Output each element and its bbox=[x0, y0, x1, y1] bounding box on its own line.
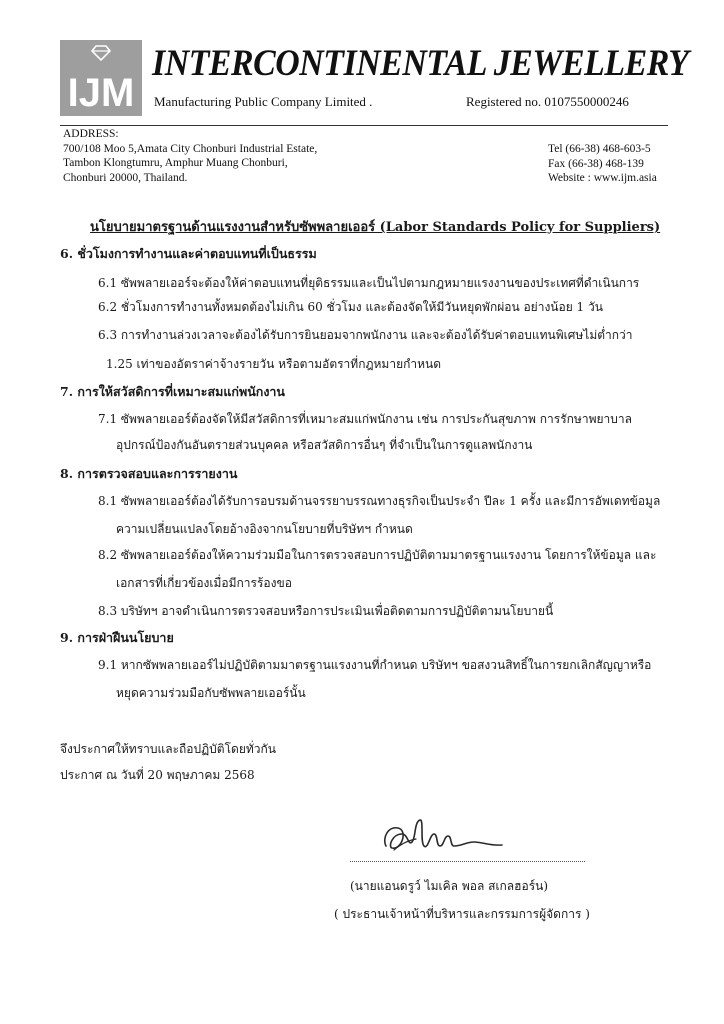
clause-8-1: 8.1 ซัพพลายเออร์ต้องได้รับการอบรมด้านจรรยาบรรณทางธุรกิจเป็นประจำ ปีละ 1 ครั้ง และมีการอัพเดทข้อมูล bbox=[98, 494, 661, 508]
clause-8-3: 8.3 บริษัทฯ อาจดำเนินการตรวจสอบหรือการประเมินเพื่อติดตามการปฏิบัติตามนโยบายนี้ bbox=[98, 604, 554, 618]
logo-text: IJM bbox=[67, 71, 135, 115]
address-line: Chonburi 20000, Thailand. bbox=[63, 171, 188, 184]
company-name: INTERCONTINENTAL JEWELLERY bbox=[152, 43, 689, 84]
clause-9-1: 9.1 หากซัพพลายเออร์ไม่ปฏิบัติตามมาตรฐานแรงงานที่กำหนด บริษัทฯ ขอสงวนสิทธิ์ในการยกเลิกสัญญาหรือ bbox=[98, 658, 652, 672]
announcement-date: ประกาศ ณ วันที่ 20 พฤษภาคม 2568 bbox=[60, 768, 255, 782]
signatory-name: (นายแอนดรูว์ ไมเคิล พอล สเกลฮอร์น) bbox=[350, 879, 549, 893]
header-divider bbox=[60, 125, 668, 126]
clause-8-1-cont: ความเปลี่ยนแปลงโดยอ้างอิงจากนโยบายที่บริษัทฯ กำหนด bbox=[116, 522, 413, 536]
clause-6-2: 6.2 ชั่วโมงการทำงานทั้งหมดต้องไม่เกิน 60 ชั่วโมง และต้องจัดให้มีวันหยุดพักผ่อน อย่างน้อย 1 วัน bbox=[98, 300, 603, 314]
address-line: 700/108 Moo 5,Amata City Chonburi Industrial Estate, bbox=[63, 142, 318, 155]
registration-number: Registered no. 0107550000246 bbox=[466, 94, 629, 109]
signature-line bbox=[350, 861, 585, 862]
contact-phone: Tel (66-38) 468-603-5 bbox=[548, 143, 651, 155]
clause-9-1-cont: หยุดความร่วมมือกับซัพพลายเออร์นั้น bbox=[116, 686, 306, 700]
clause-6-3-cont: 1.25 เท่าของอัตราค่าจ้างรายวัน หรือตามอัตราที่กฎหมายกำหนด bbox=[106, 357, 442, 371]
address-line: ADDRESS: bbox=[63, 128, 119, 140]
clause-7-1-cont: อุปกรณ์ป้องกันอันตรายส่วนบุคคล หรือสวัสดิการอื่นๆ ที่จำเป็นในการดูแลพนักงาน bbox=[116, 438, 533, 452]
company-address bbox=[63, 127, 317, 185]
section-heading-8: 8. การตรวจสอบและการรายงาน bbox=[60, 466, 238, 481]
section-heading-9: 9. การฝ่าฝืนนโยบาย bbox=[60, 630, 174, 645]
clause-8-2: 8.2 ซัพพลายเออร์ต้องให้ความร่วมมือในการตรวจสอบการปฏิบัติตามมาตรฐานแรงงาน โดยการให้ข้อมูล และ bbox=[98, 548, 657, 562]
company-logo bbox=[60, 40, 142, 116]
announcement-text: จึงประกาศให้ทราบและถือปฏิบัติโดยทั่วกัน bbox=[60, 742, 276, 756]
clause-8-2-cont: เอกสารที่เกี่ยวข้องเมื่อมีการร้องขอ bbox=[116, 576, 292, 590]
company-contact bbox=[548, 142, 657, 186]
address-line: Tambon Klongtumru, Amphur Muang Chonburi, bbox=[63, 157, 288, 169]
policy-title: นโยบายมาตรฐานด้านแรงงานสำหรับซัพพลายเออร์ (Labor Standards Policy for Suppliers) bbox=[90, 220, 661, 235]
contact-website: Website : www.ijm.asia bbox=[548, 172, 657, 184]
clause-7-1: 7.1 ซัพพลายเออร์ต้องจัดให้มีสวัสดิการที่เหมาะสมแก่พนักงาน เช่น การประกันสุขภาพ การรักษาพยาบาล bbox=[98, 412, 632, 426]
handwritten-signature bbox=[378, 812, 508, 866]
company-subtitle: Manufacturing Public Company Limited . bbox=[154, 94, 373, 109]
signatory-title: ( ประธานเจ้าหน้าที่บริหารและกรรมการผู้จัดการ ) bbox=[334, 907, 590, 921]
clause-6-1: 6.1 ซัพพลายเออร์จะต้องให้ค่าตอบแทนที่ยุติธรรมและเป็นไปตามกฎหมายแรงงานของประเทศที่ดำเนินการ bbox=[98, 276, 640, 290]
contact-fax: Fax (66-38) 468-139 bbox=[548, 157, 644, 170]
section-heading-7: 7. การให้สวัสดิการที่เหมาะสมแก่พนักงาน bbox=[60, 384, 285, 399]
section-heading-6: 6. ชั่วโมงการทำงานและค่าตอบแทนที่เป็นธรรม bbox=[60, 246, 317, 261]
clause-6-3: 6.3 การทำงานล่วงเวลาจะต้องได้รับการยินยอมจากพนักงาน และจะต้องได้รับค่าตอบแทนพิเศษไม่ต่ำกว่า bbox=[98, 328, 633, 342]
